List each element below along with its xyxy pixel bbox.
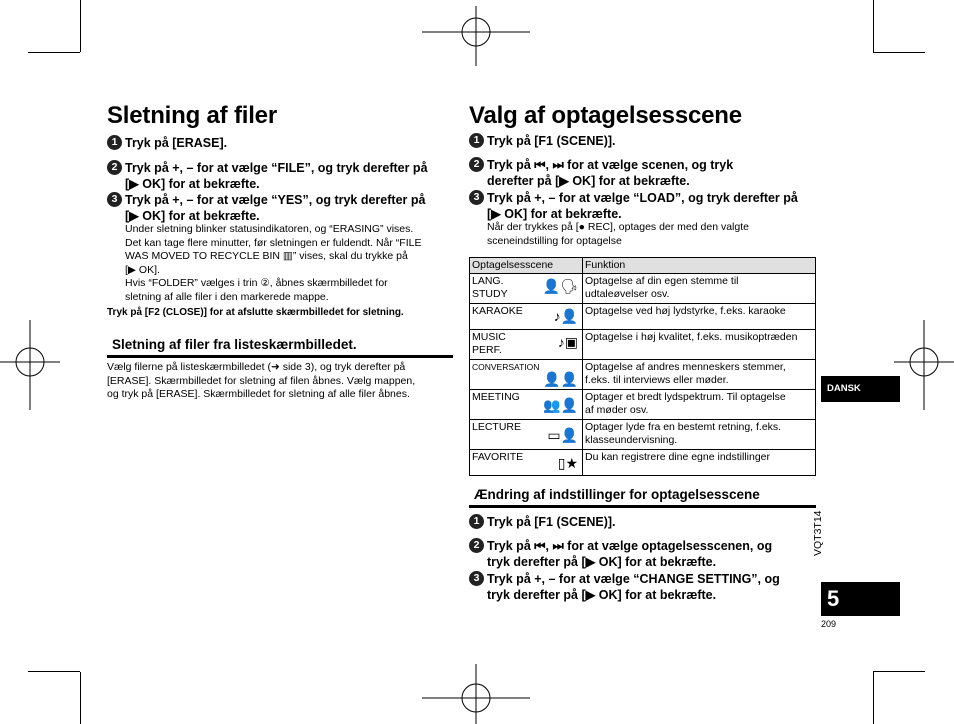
change-step-2: 2 Tryk på ⏮, ⏭ for at vælge optagelsesscenen, og tryk derefter på [▶ OK] for at bekræfte. [469, 538, 819, 570]
music-perf-icon: ♪▣ [557, 334, 578, 350]
lang-study-icon: 👤🗣 [542, 278, 578, 294]
left-step-2: 2 Tryk på +, – for at vælge “FILE”, og tryk derefter på [▶ OK] for at bekræfte. [107, 160, 452, 192]
table-header-function: Funktion [583, 258, 816, 274]
scene-name: MUSIC PERF. ♪▣ [470, 330, 583, 360]
registration-mark-right [894, 320, 954, 410]
scene-name: FAVORITE ▯★ [470, 450, 583, 476]
lecture-icon: ▭👤 [547, 427, 578, 443]
right-step-2: 2 Tryk på ⏮, ⏭ for at vælge scenen, og tryk derefter på [▶ OK] for at bekræfte. [469, 157, 819, 189]
table-row [470, 274, 816, 304]
registration-mark-top [422, 6, 530, 66]
right-step-3: 3 Tryk på +, – for at vælge “LOAD”, og tryk derefter på [▶ OK] for at bekræfte. [469, 190, 819, 222]
table-header-scene: Optagelsesscene [470, 258, 583, 274]
table-row [470, 330, 816, 360]
page-number: 209 [821, 619, 837, 629]
table-row [470, 450, 816, 476]
registration-mark-left [0, 320, 60, 410]
table-row [470, 390, 816, 420]
left-note: Under sletning blinker statusindikatoren, og “ERASING” vises. Det kan tage flere minutter, før sletningen er fuldendt. Når “FILE WAS MOVED TO RECYCLE BIN ▥” vises, skal du trykke på [▶ OK]. Hvis “FOLDER” vælges i trin ②, åbnes skærmbilledet for sletning af alle filer i den markerede mappe. [125, 223, 422, 303]
scene-function: Optager lyde fra en bestemt retning, f.eks. klasseundervisning. [583, 420, 816, 450]
doc-code: VQT3T14 [812, 510, 824, 556]
scene-table [469, 257, 816, 476]
right-section-rule [469, 505, 816, 508]
scene-function: Du kan registrere dine egne indstillinger [583, 450, 816, 476]
table-row [470, 420, 816, 450]
left-section-text: Vælg filerne på listeskærmbilledet (➜ side 3), og tryk derefter på [ERASE]. Skærmbilledet for sletning af filen åbnes. Vælg mappen, og tryk på [ERASE]. Skærmbilledet for sletning af alle filer åbnes. [107, 361, 416, 401]
scene-name: CONVERSATION 👤👤 [470, 360, 583, 390]
scene-name: LANG. STUDY 👤🗣 [470, 274, 583, 304]
scene-function: Optagelse ved høj lydstyrke, f.eks. karaoke [583, 304, 816, 330]
right-title: Valg af optagelsesscene [469, 102, 742, 129]
favorite-icon: ▯★ [557, 455, 578, 471]
left-section-rule [107, 355, 453, 358]
scene-name: KARAOKE ♪👤 [470, 304, 583, 330]
language-tab: DANSK [821, 376, 900, 402]
right-section-title: Ændring af indstillinger for optagelsesscene [474, 487, 760, 502]
left-section-title: Sletning af filer fra listeskærmbilledet. [112, 337, 357, 352]
scene-function: Optagelse af andres menneskers stemmer, f.eks. til interviews eller møder. [583, 360, 816, 390]
scene-name: MEETING 👥👤 [470, 390, 583, 420]
right-note: Når der trykkes på [● REC], optages der med den valgte sceneindstilling for optagelse [487, 221, 749, 247]
conversation-icon: 👤👤 [543, 371, 578, 387]
close-note: Tryk på [F2 (CLOSE)] for at afslutte skærmbilledet for sletning. [107, 307, 404, 318]
chapter-tab: 5 [821, 582, 900, 616]
scene-name: LECTURE ▭👤 [470, 420, 583, 450]
left-title: Sletning af filer [107, 102, 277, 129]
table-row [470, 304, 816, 330]
change-step-3: 3 Tryk på +, – for at vælge “CHANGE SETTING”, og tryk derefter på [▶ OK] for at bekræfte. [469, 571, 819, 603]
scene-function: Optagelse i høj kvalitet, f.eks. musikoptræden [583, 330, 816, 360]
left-step-3: 3 Tryk på +, – for at vælge “YES”, og tryk derefter på [▶ OK] for at bekræfte. [107, 192, 452, 224]
meeting-icon: 👥👤 [543, 397, 578, 413]
scene-function: Optagelse af din egen stemme til udtaleøvelser osv. [583, 274, 816, 304]
scene-function: Optager et bredt lydspektrum. Til optagelse af møder osv. [583, 390, 816, 420]
karaoke-icon: ♪👤 [553, 308, 578, 324]
table-row [470, 360, 816, 390]
table-header-row [470, 258, 816, 274]
registration-mark-bottom [422, 664, 530, 724]
